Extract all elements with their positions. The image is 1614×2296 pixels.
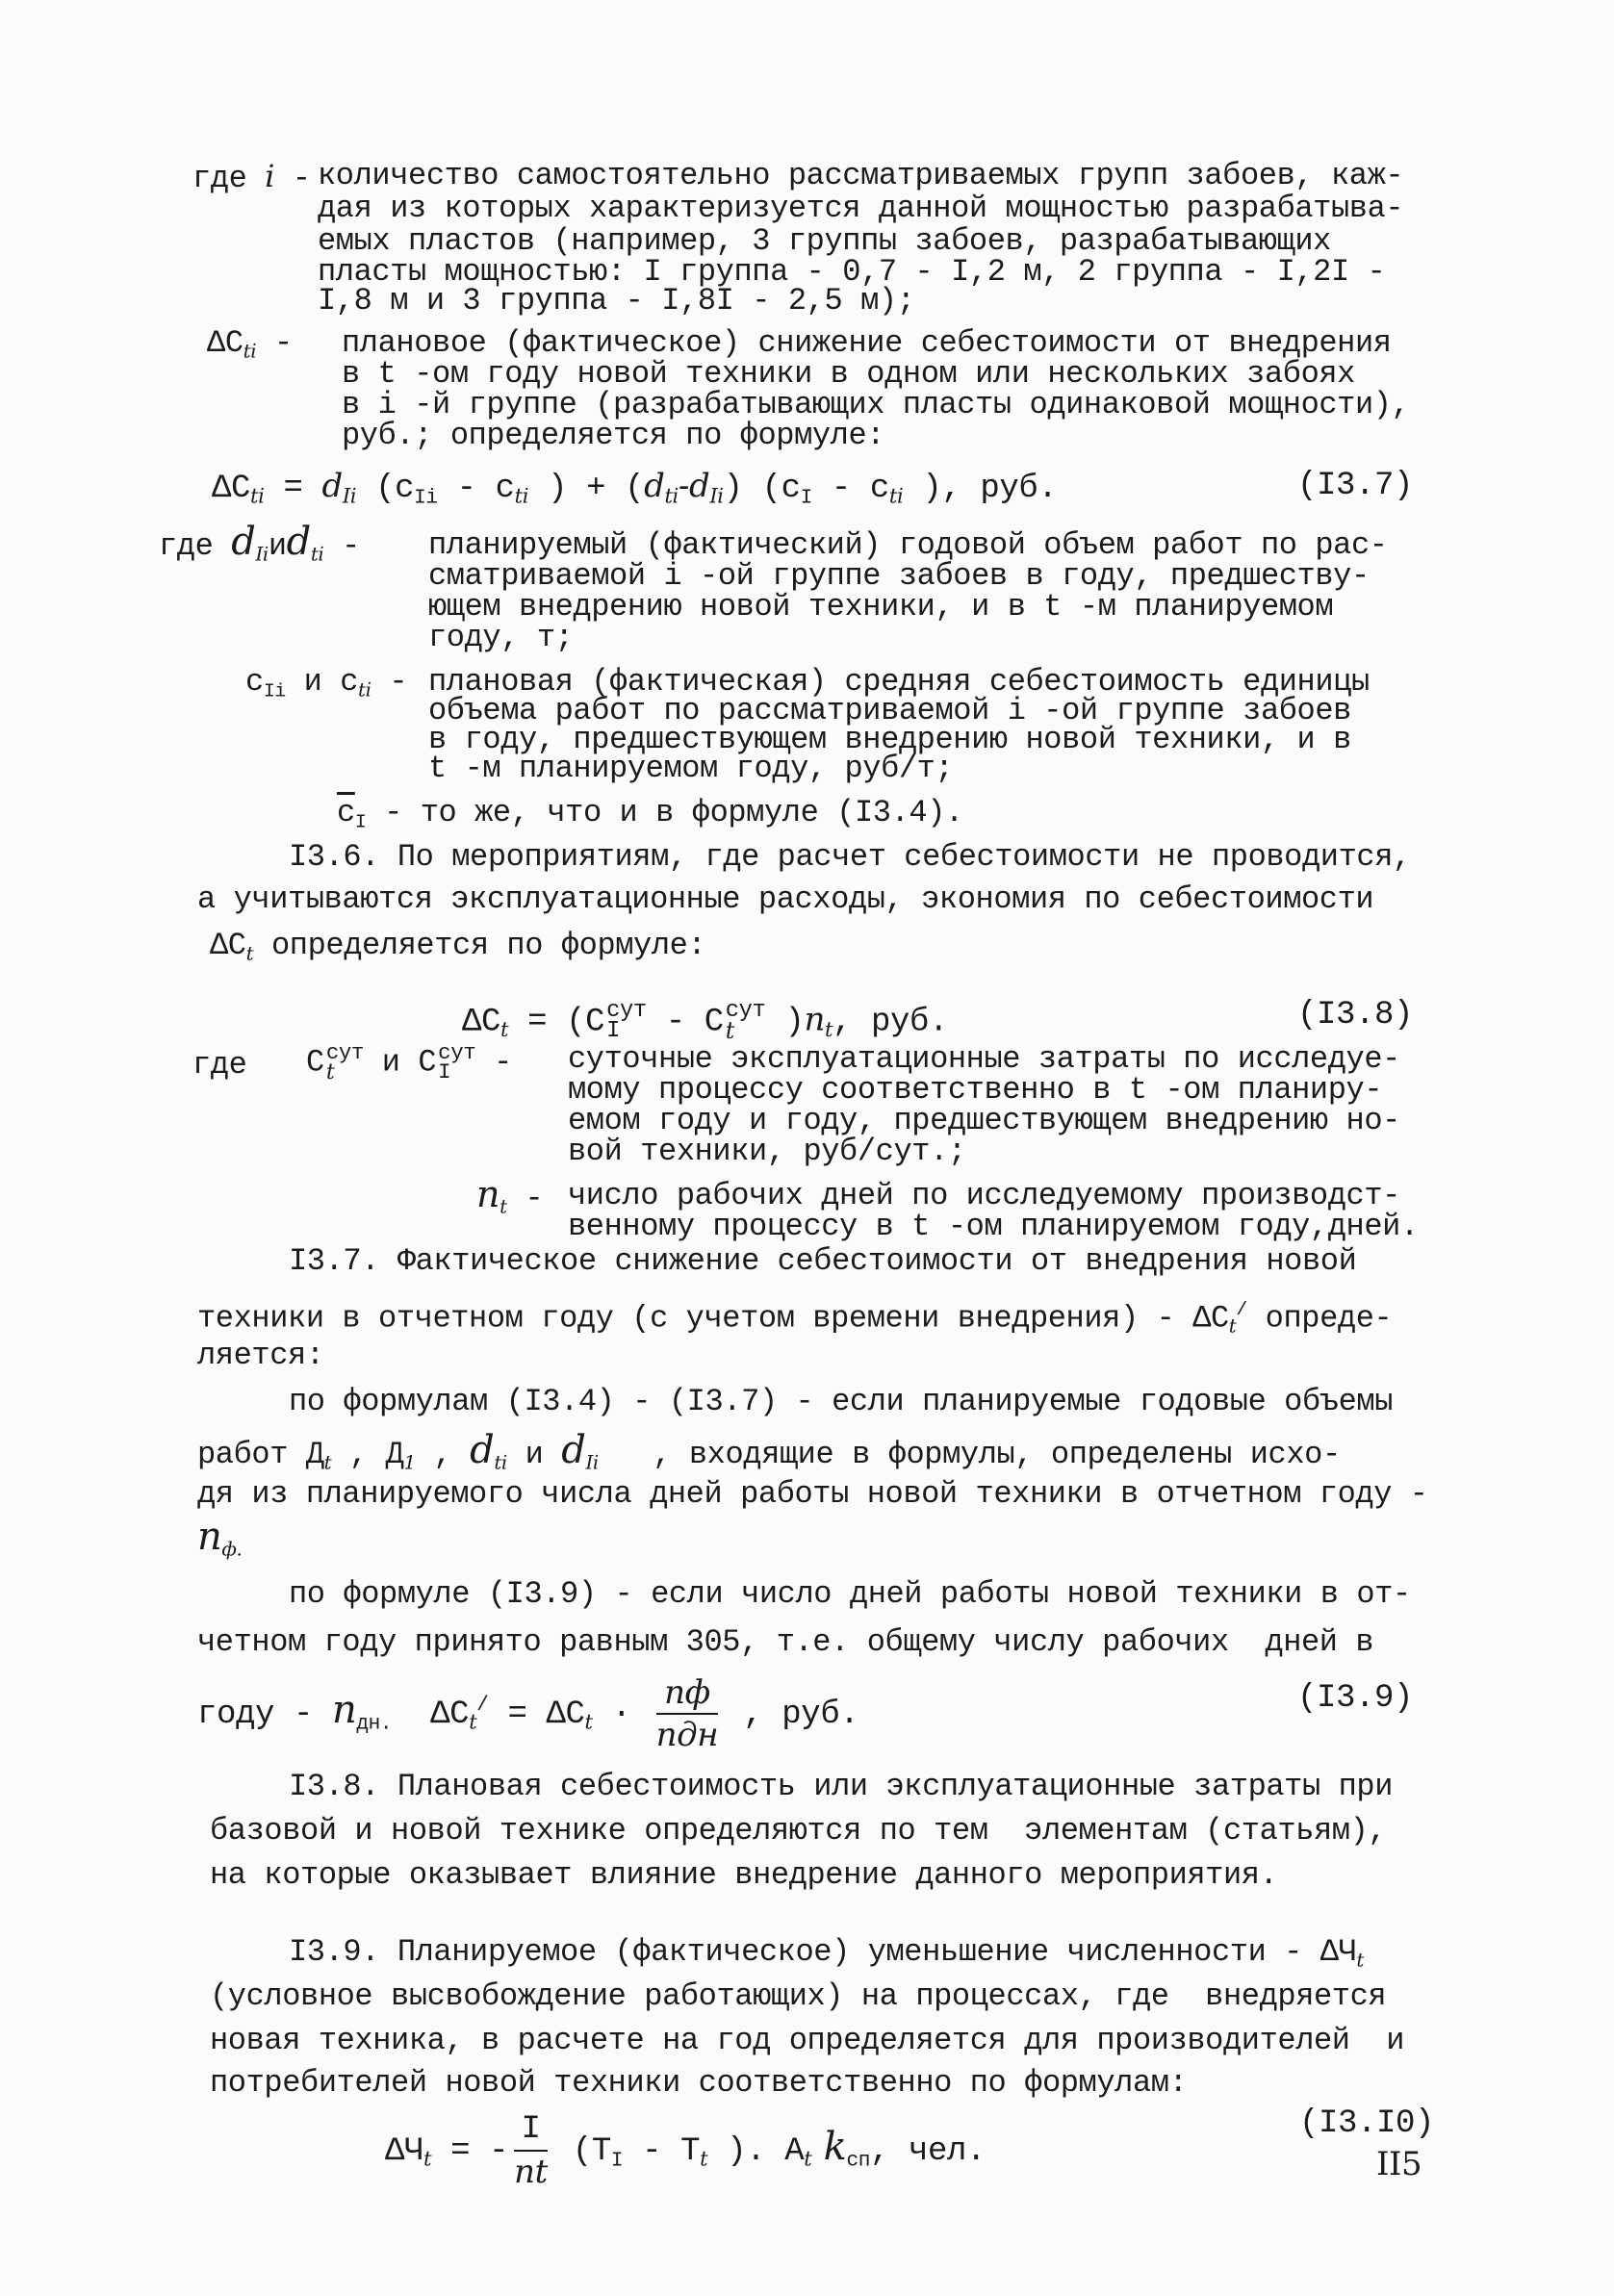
para-13-8-line-3: на которые оказывает влияние внедрение данного мероприятия. <box>210 1857 1278 1893</box>
where-d-line-2: сматриваемой i -ой группе забоев в году, предшеству- <box>428 558 1370 594</box>
formula-13-7: $\Delta C_{ti} = d_{Ii}$ ($c_{Ii} - c_{ti}$ ) + $(d_{ti}-d_{Ii})$ ($c_I - c_{ti}$ ), руб. <box>212 467 1058 510</box>
para-13-7-line-1: I3.7. Фактическое снижение себестоимости от внедрения новой <box>289 1243 1357 1279</box>
formula-13-9-number: (I3.9) <box>1297 1680 1414 1717</box>
para-13-9-line-4: потребителей новой техники соответственно по формулам: <box>210 2065 1188 2101</box>
para-13-7-nf: $n_{ф.}$ <box>197 1515 243 1561</box>
formula-13-8: $\Delta C_t = (C$ сут I - C сут t )$n_t$, руб. <box>462 998 949 1045</box>
where-c-line-4: t -м планируемом году, руб/т; <box>428 751 954 786</box>
para-13-6-line-3: $\Delta C_t$ определяется по формуле: <box>210 928 706 965</box>
where-d-label: где $d_{Ii}иd_{ti}$ - <box>159 520 378 566</box>
formula-13-8-number: (I3.8) <box>1297 997 1414 1033</box>
dCti-line-4: руб.; определяется по формуле: <box>342 418 885 453</box>
formula-13-7-number: (I3.7) <box>1297 468 1414 504</box>
para-13-9-line-1: I3.9. Планируемое (фактическое) уменьшение численности - $\Delta Ч_t$ <box>289 1934 1364 1972</box>
para-13-8-line-1: I3.8. Плановая себестоимость или эксплуатационные затраты при <box>289 1769 1393 1804</box>
where-n-line-2: венному процессу в t -ом планируемом году,дней. <box>568 1209 1419 1244</box>
where-n-line-1: число рабочих дней по исследуемому производст- <box>568 1178 1400 1213</box>
where-i-line-1: количество самостоятельно рассматриваемых групп забоев, каж- <box>318 158 1404 193</box>
where-d-line-3: ющем внедрению новой техники, и в t -м планируемом <box>428 589 1334 625</box>
dCti-line-2: в t -ом году новой техники в одном или нескольких забоях <box>342 356 1355 392</box>
where-c-line-2: объема работ по рассматриваемой i -ой группе забоев <box>428 693 1351 728</box>
para-13-7-line-3: ляется: <box>197 1338 324 1373</box>
where-i-line-4: пласты мощностью: I группа - 0,7 - I,2 м, 2 группа - I,2I - <box>318 254 1386 290</box>
para-13-9f-line-1: по формуле (I3.9) - если число дней работы новой техники в от- <box>289 1576 1411 1612</box>
where-c-line-1: плановая (фактическая) средняя себестоимость единицы <box>428 664 1370 700</box>
para-13-6-line-2: а учитываются эксплуатационные расходы, экономия по себестоимости <box>197 881 1374 917</box>
where-d-line-4: году, т; <box>428 620 574 655</box>
para-13-9-line-2: (условное высвобождение работающих) на процессах, где внедряется <box>210 1978 1387 2014</box>
where-csut-label: C сут t и C сут I - <box>306 1040 530 1085</box>
where-csut-line-1: суточные эксплуатационные затраты по исследуе- <box>568 1041 1400 1077</box>
para-13-9-line-3: новая техника, в расчете на год определяется для производителей и <box>210 2023 1405 2058</box>
where-i-line-5: I,8 м и 3 группа - I,8I - 2,5 м); <box>318 283 915 319</box>
para-13-6-line-1: I3.6. По мероприятиям, где расчет себестоимости не проводится, <box>289 839 1411 875</box>
where-csut-line-4: вой техники, руб/сут.; <box>568 1134 966 1169</box>
where-i-label: где i - <box>192 158 329 196</box>
where-csut-line-3: емом году и году, предшествующем внедрению но- <box>568 1103 1400 1138</box>
para-13-7-line-5: работ $Д_t$ , $Д_1$ , $d_{ti}$ и $d_{Ii}$ , входящие в формулы, определены исхо- <box>197 1428 1341 1474</box>
para-13-7-line-2: техники в отчетном году (с учетом времени внедрения) - $\Delta C_t^/$ опреде- <box>197 1298 1393 1338</box>
dCti-line-3: в i -й группе (разрабатывающих пласты одинаковой мощности), <box>342 387 1410 422</box>
where-i-line-3: емых пластов (например, 3 группы забоев, разрабатывающих <box>318 223 1331 259</box>
where-csut-line-2: мому процессу соответственно в t -ом планиру- <box>568 1072 1383 1108</box>
dCti-line-1: плановое (фактическое) снижение себестоимости от внедрения <box>342 325 1392 361</box>
where-csut-lead: где <box>192 1047 247 1083</box>
formula-13-10: $\Delta Ч_t$ = - $\frac{I}{nt}$ ($T_I - T_t$ ). $A_t$ $k_{сп}$, чел. <box>385 2111 986 2191</box>
where-n-label: $n_t$ - <box>476 1173 562 1218</box>
where-i-line-2: дая из которых характеризуется данной мощностью разрабатыва- <box>318 191 1404 226</box>
para-13-7-line-6: дя из планируемого числа дней работы новой техники в отчетном году - <box>197 1476 1428 1512</box>
formula-13-9: году - $n_{дн.}$ $\Delta C_t^/ = \Delta C_t$ · $\frac{nф}{\text{nдн}}$ , руб. <box>197 1673 859 1754</box>
where-d-line-1: планируемый (фактический) годовой объем работ по рас- <box>428 527 1388 563</box>
cbar-definition: $\overline{c}_I$ - то же, что и в формуле (I3.4). <box>337 795 963 833</box>
para-13-7-line-4: по формулам (I3.4) - (I3.7) - если планируемые годовые объемы <box>289 1384 1393 1419</box>
where-c-line-3: в году, предшествующем внедрению новой техники, и в <box>428 722 1351 757</box>
para-13-8-line-2: базовой и новой технике определяются по тем элементам (статьям), <box>210 1813 1387 1849</box>
formula-13-10-number: (I3.I0) <box>1299 2105 1435 2142</box>
dCti-symbol: $\Delta C_{ti}$ - <box>207 325 311 363</box>
page-number: II5 <box>1376 2145 1422 2183</box>
where-c-label: $c_{Ii}$ и $c_{ti}$ - <box>245 664 425 702</box>
para-13-9f-line-2: четном году принято равным 305, т.е. общему числу рабочих дней в <box>197 1624 1374 1660</box>
